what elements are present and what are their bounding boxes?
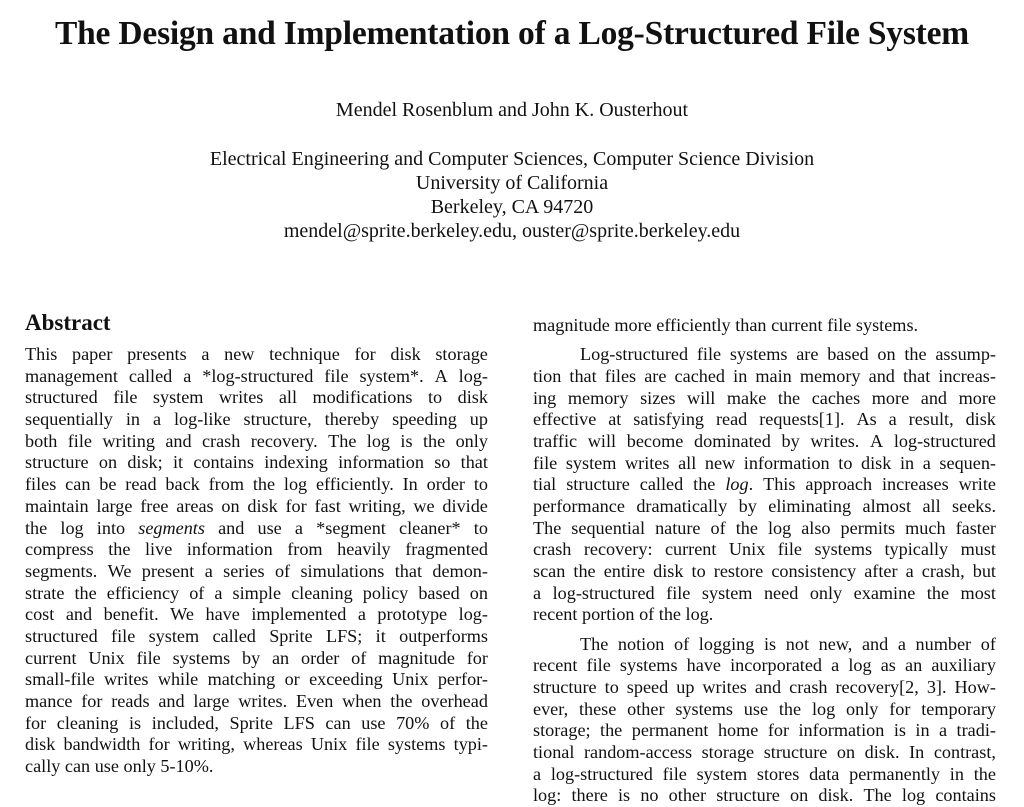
introduction-column xyxy=(533,315,996,807)
text-line: strate the efficiency of a simple cleaning policy based on xyxy=(25,582,488,603)
text-line: log: there is no other structure on disk. The log contains xyxy=(533,785,996,806)
text-line: scan the entire disk to restore consistency after a crash, but xyxy=(533,561,996,582)
paper-authors: Mendel Rosenblum and John K. Ousterhout xyxy=(335,99,689,121)
paper-title: The Design and Implementation of a Log-Structured File System xyxy=(54,15,969,52)
text-line: tial structure called the log. This approach increases write xyxy=(533,474,996,495)
abstract-heading: Abstract xyxy=(25,310,111,335)
text-line: Log-structured file systems are based on the assump- xyxy=(580,344,996,365)
paragraph-gap xyxy=(533,626,996,634)
text-line: files can be read back from the log efficiently. In order to xyxy=(25,474,488,495)
text-line: structure on disk; it contains indexing information so that xyxy=(25,452,488,473)
text-line: tional random-access storage structure on disk. In contrast, xyxy=(533,742,996,763)
text-line: current Unix file systems by an order of magnitude for xyxy=(25,647,488,668)
text-line: structure to speed up writes and crash recovery[2, 3]. How- xyxy=(533,677,996,697)
text-line: The sequential nature of the log also permits much faster xyxy=(533,517,996,538)
text-line: structured file system called Sprite LFS; it outperforms xyxy=(25,625,488,646)
text-line: traffic will become dominated by writes. A log-structured xyxy=(533,430,996,451)
text-line: mance for reads and large writes. Even when the overhead xyxy=(25,691,488,711)
text-line: storage; the permanent home for information is in a tradi- xyxy=(533,720,996,741)
text-line: magnitude more efficiently than current file systems. xyxy=(533,315,919,335)
affiliation-university: University of California xyxy=(415,172,609,194)
text-line: This paper presents a new technique for disk storage xyxy=(25,344,488,364)
text-line: crash recovery: current Unix file systems typically must xyxy=(533,539,996,560)
text-line: a log-structured file system need only examine the most xyxy=(533,582,996,603)
text-line: the log into segments and use a *segment cleaner* to xyxy=(25,517,488,538)
text-line: recent file systems have incorporated a log as an auxiliary xyxy=(533,655,996,676)
abstract-column xyxy=(25,344,488,778)
affiliation-address: Berkeley, CA 94720 xyxy=(430,196,594,218)
text-line: performance dramatically by eliminating almost all seeks. xyxy=(533,496,996,516)
text-line: tion that files are cached in main memory and that increas- xyxy=(533,365,996,386)
text-line: The notion of logging is not new, and a number of xyxy=(580,633,996,654)
text-line: cost and benefit. We have implemented a prototype log- xyxy=(25,604,488,625)
text-line: maintain large free areas on disk for fast writing, we divide xyxy=(25,495,488,516)
text-line: effective at satisfying read requests[1]. As a result, disk xyxy=(533,409,996,430)
text-line: sequentially in a log-like structure, thereby speeding up xyxy=(25,409,488,430)
text-line: disk bandwidth for writing, whereas Unix file systems typi- xyxy=(25,734,488,755)
affiliation-department: Electrical Engineering and Computer Sciences, Computer Science Division xyxy=(209,148,815,170)
text-line: structured file system writes all modifications to disk xyxy=(25,387,488,408)
affiliation-emails: mendel@sprite.berkeley.edu, ouster@sprite.berkeley.edu xyxy=(283,220,741,242)
text-line: both file writing and crash recovery. The log is the only xyxy=(25,430,488,451)
text-line: ing memory sizes will make the caches more and more xyxy=(533,387,996,408)
affiliation-block xyxy=(0,147,1024,243)
paragraph-gap xyxy=(533,337,996,345)
text-line: ever, these other systems use the log only for temporary xyxy=(533,698,996,719)
text-line: recent portion of the log. xyxy=(533,604,714,625)
text-line: compress the live information from heavily fragmented xyxy=(25,539,488,560)
text-line: cally can use only 5-10%. xyxy=(25,756,214,777)
text-line: small-file writes while matching or exceeding Unix perfor- xyxy=(25,669,488,690)
text-line: file system writes all new information to disk in a sequen- xyxy=(533,452,996,473)
text-line: for cleaning is included, Sprite LFS can use 70% of the xyxy=(25,712,488,733)
text-line: management called a *log-structured file system*. A log- xyxy=(25,365,488,386)
text-line: a log-structured file system stores data permanently in the xyxy=(533,763,996,784)
text-line: segments. We present a series of simulations that demon- xyxy=(25,560,488,581)
